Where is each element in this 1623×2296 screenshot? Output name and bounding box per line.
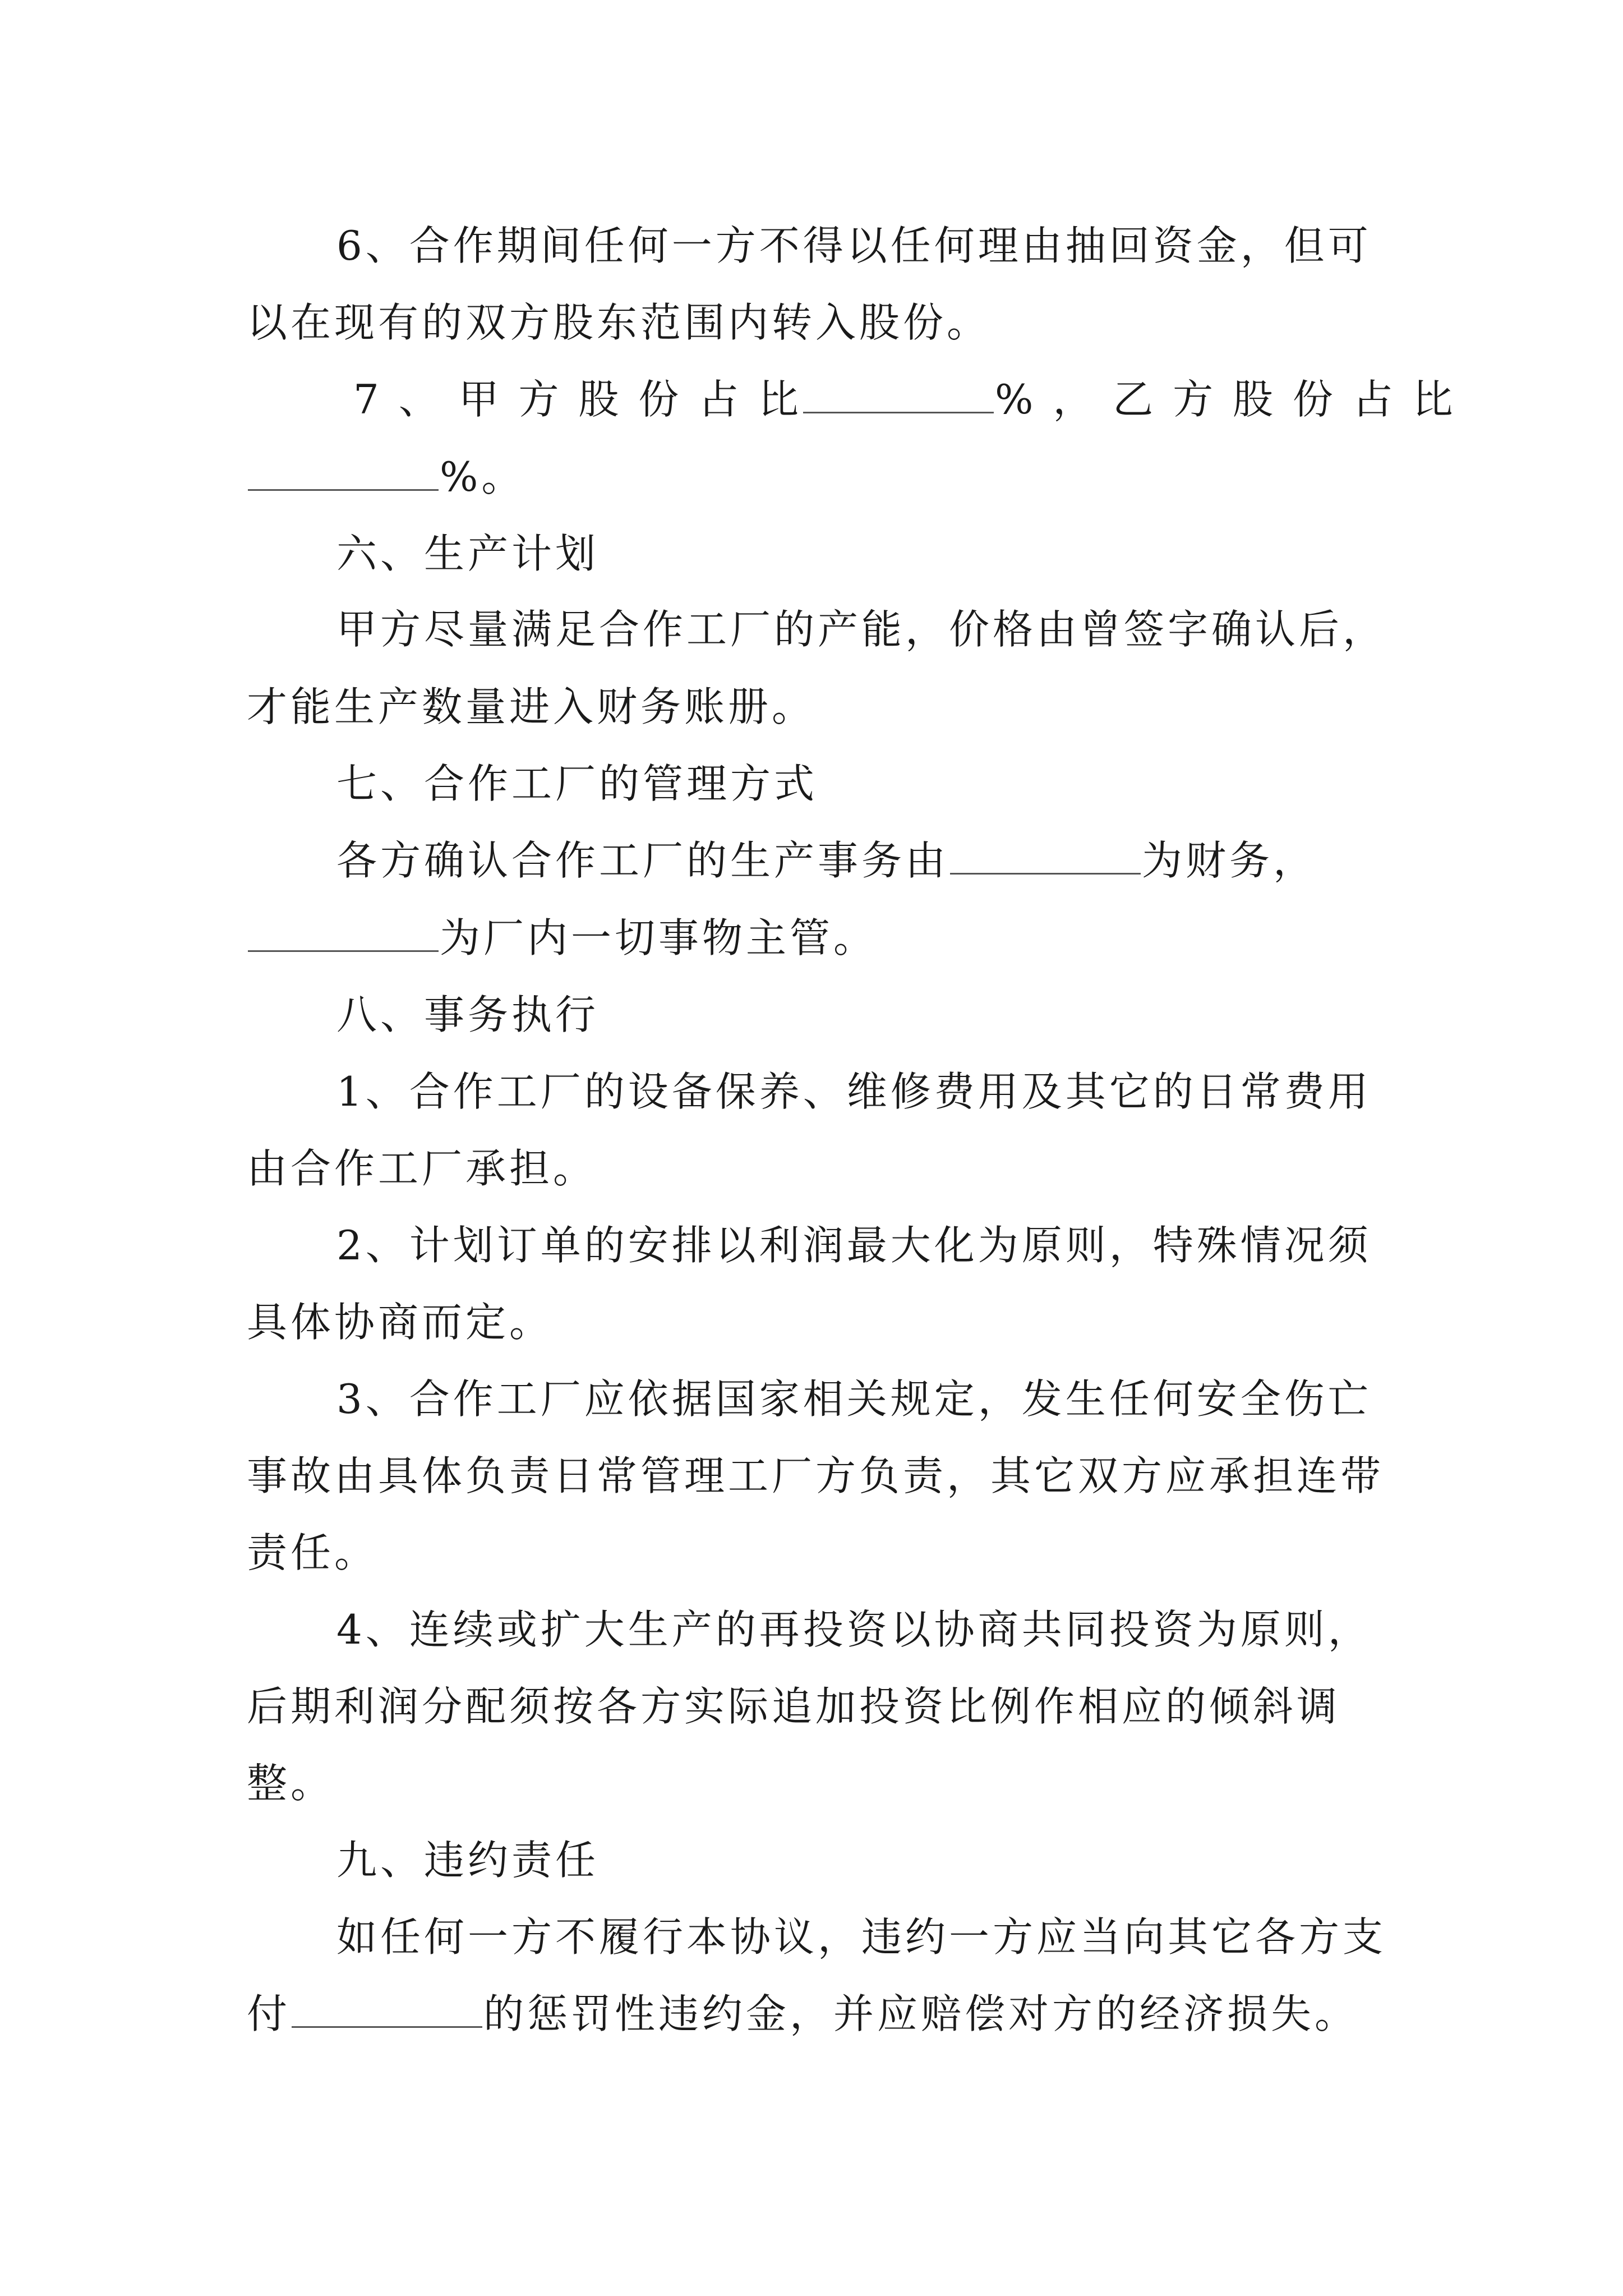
text: 1、合作工厂的设备保养、维修费用及其它的日常费用 [336, 1068, 1372, 1115]
item-1-line-2 [247, 1140, 1391, 1197]
clause-6-line-2 [247, 295, 1391, 351]
section-7-line-1 [336, 832, 1481, 889]
item-3-line-1 [336, 1371, 1481, 1427]
text: 责任。 [247, 1529, 379, 1576]
text: 2、计划订单的安排以利润最大化为原则，特殊情况须 [336, 1222, 1372, 1269]
fill-in-blank [248, 911, 439, 952]
clause-7-line-2 [247, 449, 1391, 505]
section-6-heading [336, 526, 1481, 582]
section-6-line-2 [247, 679, 1391, 735]
text: 六、生产计划 [336, 530, 600, 577]
text: 为财务， [1142, 837, 1317, 884]
section-8-heading [336, 987, 1481, 1043]
text: 事故由具体负责日常管理工厂方负责，其它双方应承担连带 [247, 1452, 1385, 1499]
text: 付 [247, 1990, 291, 2037]
item-4-line-1 [336, 1602, 1481, 1658]
fill-in-blank [292, 1987, 482, 2028]
text: 6、合作期间任何一方不得以任何理由抽回资金，但可 [336, 222, 1372, 269]
fill-in-blank [248, 450, 439, 491]
section-7-line-2 [247, 910, 1391, 966]
section-9-line-1 [336, 1909, 1481, 1965]
text: 4、连续或扩大生产的再投资以协商共同投资为原则， [336, 1606, 1372, 1653]
text: 为厂内一切事物主管。 [440, 914, 878, 961]
item-3-line-2 [247, 1448, 1391, 1504]
text: 3、合作工厂应依据国家相关规定，发生任何安全伤亡 [336, 1375, 1372, 1423]
clause-6-line-1 [336, 218, 1481, 274]
text: 才能生产数量进入财务账册。 [247, 683, 816, 730]
section-9-line-2 [247, 1986, 1391, 2042]
text: 由合作工厂承担。 [247, 1145, 597, 1192]
text: 7 、 甲 方 股 份 占 比 [353, 376, 803, 423]
clause-7-line-1 [353, 371, 1497, 427]
section-7-heading [336, 756, 1481, 812]
item-2-line-2 [247, 1294, 1391, 1350]
text: 如任何一方不履行本协议，违约一方应当向其它各方支 [336, 1913, 1387, 1961]
text: 以在现有的双方股东范围内转入股份。 [247, 299, 991, 346]
text: % ， 乙 方 股 份 占 比 [995, 376, 1456, 423]
fill-in-blank [803, 372, 994, 413]
item-4-line-3 [247, 1755, 1391, 1811]
text: 八、事务执行 [336, 991, 600, 1038]
fill-in-blank [950, 834, 1141, 875]
item-2-line-1 [336, 1217, 1481, 1273]
text: 具体协商而定。 [247, 1299, 554, 1346]
text: 七、合作工厂的管理方式 [336, 760, 818, 807]
text: 后期利润分配须按各方实际追加投资比例作相应的倾斜调 [247, 1683, 1341, 1730]
text: 整。 [247, 1760, 335, 1807]
item-1-line-1 [336, 1064, 1481, 1120]
text: %。 [440, 453, 525, 500]
text: 的惩罚性违约金，并应赔偿对方的经济损失。 [483, 1990, 1359, 2037]
text: 甲方尽量满足合作工厂的产能，价格由曾签字确认后， [336, 606, 1387, 653]
text: 各方确认合作工厂的生产事务由 [336, 837, 949, 884]
item-4-line-2 [247, 1678, 1391, 1734]
section-9-heading [336, 1832, 1481, 1888]
section-6-line-1 [336, 601, 1481, 657]
text: 九、违约责任 [336, 1837, 600, 1884]
item-3-line-3 [247, 1525, 1391, 1581]
